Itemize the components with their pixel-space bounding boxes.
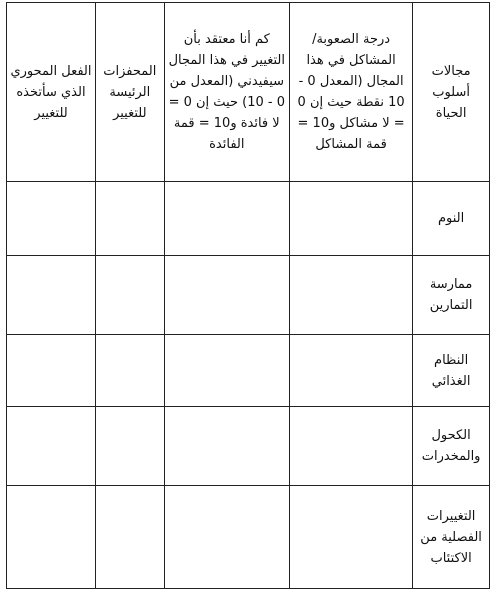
row-label-diet: النظام الغذائي [413, 335, 490, 407]
action-cell[interactable] [7, 486, 96, 589]
difficulty-cell[interactable] [289, 256, 412, 335]
header-lifestyle-areas: مجالات أسلوب الحياة [413, 3, 490, 182]
action-cell[interactable] [7, 407, 96, 486]
motivators-cell[interactable] [95, 407, 164, 486]
benefit-cell[interactable] [164, 486, 289, 589]
table-header-row [7, 3, 490, 182]
table-row [7, 256, 490, 335]
lifestyle-change-table [6, 2, 490, 589]
header-difficulty-rating: درجة الصعوبة/ المشاكل في هذا المجال (المعدل 0 - 10 نقطة حيث إن 0 = لا مشاكل و10 = قمة المشاكل [289, 3, 412, 182]
difficulty-cell[interactable] [289, 407, 412, 486]
action-cell[interactable] [7, 182, 96, 256]
header-main-motivators: المحفزات الرئيسة للتغيير [95, 3, 164, 182]
action-cell[interactable] [7, 256, 96, 335]
benefit-cell[interactable] [164, 182, 289, 256]
motivators-cell[interactable] [95, 256, 164, 335]
difficulty-cell[interactable] [289, 335, 412, 407]
row-label-exercise: ممارسة التمارين [413, 256, 490, 335]
action-cell[interactable] [7, 335, 96, 407]
difficulty-cell[interactable] [289, 182, 412, 256]
benefit-cell[interactable] [164, 407, 289, 486]
table-row [7, 335, 490, 407]
table-row [7, 182, 490, 256]
table-row [7, 407, 490, 486]
motivators-cell[interactable] [95, 486, 164, 589]
header-key-action: الفعل المحوري الذي سأتخذه للتغيير [7, 3, 96, 182]
table-row [7, 486, 490, 589]
motivators-cell[interactable] [95, 182, 164, 256]
benefit-cell[interactable] [164, 256, 289, 335]
difficulty-cell[interactable] [289, 486, 412, 589]
row-label-alcohol-drugs: الكحول والمخدرات [413, 407, 490, 486]
motivators-cell[interactable] [95, 335, 164, 407]
header-benefit-rating: كم أنا معتقد بأن التغيير في هذا المجال سيفيدني (المعدل من 0 - 10) حيث إن 0 = لا فائدة و10 = قمة الفائدة [164, 3, 289, 182]
benefit-cell[interactable] [164, 335, 289, 407]
row-label-sleep: النوم [413, 182, 490, 256]
row-label-seasonal-depression: التغييرات الفصلية من الاكتئاب [413, 486, 490, 589]
